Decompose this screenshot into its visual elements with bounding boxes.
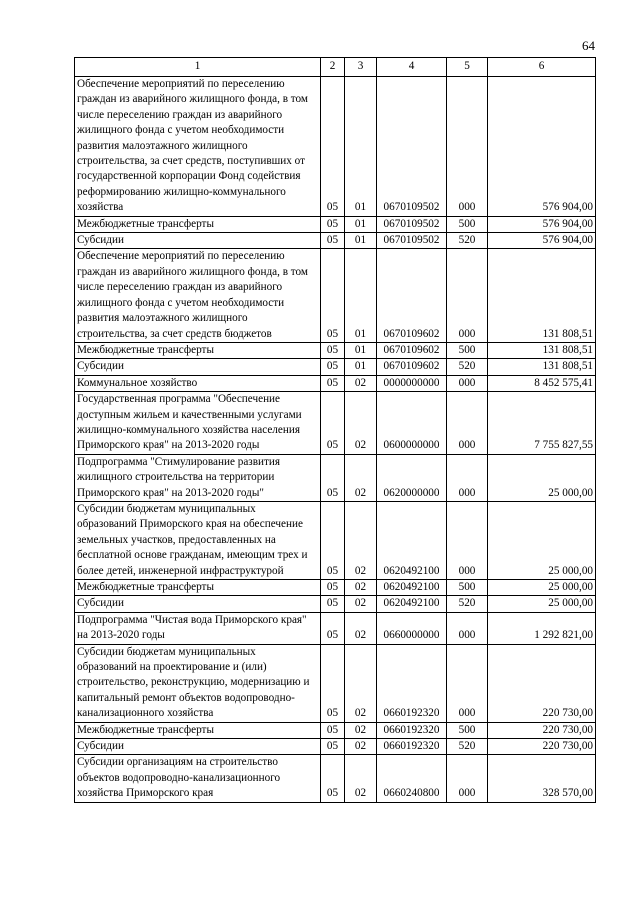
row-code: 0660192320 <box>377 739 447 755</box>
table-row <box>75 612 596 644</box>
row-section: 05 <box>321 77 345 217</box>
table-row <box>75 392 596 455</box>
row-section: 05 <box>321 359 345 375</box>
row-amount: 220 730,00 <box>488 644 596 722</box>
row-subsection: 01 <box>345 233 377 249</box>
row-code: 0620492100 <box>377 501 447 579</box>
row-subsection: 02 <box>345 454 377 501</box>
row-type: 000 <box>447 392 488 455</box>
header-col-4: 4 <box>377 58 447 77</box>
row-type: 520 <box>447 596 488 612</box>
row-section: 05 <box>321 375 345 391</box>
row-section: 05 <box>321 501 345 579</box>
header-col-1: 1 <box>75 58 321 77</box>
row-section: 05 <box>321 454 345 501</box>
row-amount: 131 808,51 <box>488 249 596 342</box>
row-subsection: 02 <box>345 392 377 455</box>
row-type: 000 <box>447 644 488 722</box>
row-section: 05 <box>321 644 345 722</box>
row-amount: 8 452 575,41 <box>488 375 596 391</box>
row-section: 05 <box>321 392 345 455</box>
row-amount: 25 000,00 <box>488 596 596 612</box>
table-row <box>75 755 596 802</box>
row-type: 520 <box>447 359 488 375</box>
row-subsection: 02 <box>345 755 377 802</box>
row-code: 0660192320 <box>377 722 447 738</box>
row-code: 0670109602 <box>377 249 447 342</box>
row-name: Межбюджетные трансферты <box>75 580 321 596</box>
table-row <box>75 739 596 755</box>
row-amount: 328 570,00 <box>488 755 596 802</box>
row-subsection: 02 <box>345 596 377 612</box>
row-type: 000 <box>447 454 488 501</box>
row-type: 000 <box>447 755 488 802</box>
row-code: 0670109602 <box>377 342 447 358</box>
row-code: 0620000000 <box>377 454 447 501</box>
row-amount: 25 000,00 <box>488 501 596 579</box>
header-col-5: 5 <box>447 58 488 77</box>
row-subsection: 01 <box>345 216 377 232</box>
row-subsection: 01 <box>345 342 377 358</box>
row-amount: 7 755 827,55 <box>488 392 596 455</box>
table-row <box>75 342 596 358</box>
row-name: Обеспечение мероприятий по переселению граждан из аварийного жилищного фонда, в том числе переселению граждан из аварийного жилищного фонда с учетом необходимости развития малоэтажного жилищного строительства, за счет средств бюджетов <box>75 249 321 342</box>
table-row <box>75 375 596 391</box>
row-code: 0670109502 <box>377 77 447 217</box>
row-name: Межбюджетные трансферты <box>75 722 321 738</box>
row-type: 000 <box>447 501 488 579</box>
row-type: 500 <box>447 580 488 596</box>
row-name: Субсидии <box>75 359 321 375</box>
row-section: 05 <box>321 233 345 249</box>
row-code: 0660192320 <box>377 644 447 722</box>
row-name: Субсидии <box>75 596 321 612</box>
row-subsection: 02 <box>345 722 377 738</box>
row-code: 0660240800 <box>377 755 447 802</box>
table-row <box>75 501 596 579</box>
row-amount: 220 730,00 <box>488 739 596 755</box>
row-code: 0670109602 <box>377 359 447 375</box>
row-name: Межбюджетные трансферты <box>75 216 321 232</box>
row-section: 05 <box>321 722 345 738</box>
row-subsection: 01 <box>345 249 377 342</box>
row-section: 05 <box>321 596 345 612</box>
table-row <box>75 359 596 375</box>
row-amount: 25 000,00 <box>488 454 596 501</box>
row-subsection: 02 <box>345 612 377 644</box>
row-subsection: 02 <box>345 739 377 755</box>
table-row <box>75 249 596 342</box>
row-section: 05 <box>321 342 345 358</box>
table-row <box>75 722 596 738</box>
table-row <box>75 216 596 232</box>
row-name: Субсидии бюджетам муниципальных образований Приморского края на обеспечение земельных участков, предоставленных на бесплатной основе гражданам, имеющим трех и более детей, инженерной инфраструктурой <box>75 501 321 579</box>
row-name: Государственная программа "Обеспечение доступным жильем и качественными услугами жилищно-коммунального хозяйства населения Приморского края" на 2013-2020 годы <box>75 392 321 455</box>
row-amount: 576 904,00 <box>488 233 596 249</box>
row-code: 0620492100 <box>377 596 447 612</box>
row-amount: 576 904,00 <box>488 77 596 217</box>
table-row <box>75 77 596 217</box>
row-name: Обеспечение мероприятий по переселению граждан из аварийного жилищного фонда, в том числе переселению граждан из аварийного жилищного фонда с учетом необходимости развития малоэтажного жилищного строительства, за счет средств, поступивших от государственной корпорации Фонд содействия реформированию жилищно-коммунального хозяйства <box>75 77 321 217</box>
table-row <box>75 644 596 722</box>
page-number: 64 <box>582 38 595 53</box>
table-row <box>75 580 596 596</box>
row-code: 0670109502 <box>377 233 447 249</box>
row-subsection: 02 <box>345 580 377 596</box>
row-name: Межбюджетные трансферты <box>75 342 321 358</box>
row-section: 05 <box>321 755 345 802</box>
header-col-2: 2 <box>321 58 345 77</box>
row-name: Коммунальное хозяйство <box>75 375 321 391</box>
row-type: 000 <box>447 77 488 217</box>
row-amount: 131 808,51 <box>488 342 596 358</box>
row-subsection: 01 <box>345 359 377 375</box>
row-name: Подпрограмма "Стимулирование развития жилищного строительства на территории Приморского края" на 2013-2020 годы" <box>75 454 321 501</box>
row-name: Субсидии организациям на строительство объектов водопроводно-канализационного хозяйства Приморского края <box>75 755 321 802</box>
row-amount: 131 808,51 <box>488 359 596 375</box>
row-name: Подпрограмма "Чистая вода Приморского края" на 2013-2020 годы <box>75 612 321 644</box>
row-name: Субсидии <box>75 739 321 755</box>
row-amount: 220 730,00 <box>488 722 596 738</box>
row-amount: 1 292 821,00 <box>488 612 596 644</box>
row-code: 0600000000 <box>377 392 447 455</box>
row-subsection: 02 <box>345 644 377 722</box>
row-subsection: 02 <box>345 501 377 579</box>
row-section: 05 <box>321 216 345 232</box>
row-amount: 25 000,00 <box>488 580 596 596</box>
row-type: 000 <box>447 375 488 391</box>
row-subsection: 01 <box>345 77 377 217</box>
row-section: 05 <box>321 580 345 596</box>
row-type: 500 <box>447 342 488 358</box>
row-name: Субсидии бюджетам муниципальных образований на проектирование и (или) строительство, реконструкцию, модернизацию и капитальный ремонт объектов водопроводно-канализационного хозяйства <box>75 644 321 722</box>
table-row <box>75 454 596 501</box>
table-header-row <box>75 58 596 77</box>
row-name: Субсидии <box>75 233 321 249</box>
row-type: 520 <box>447 233 488 249</box>
row-code: 0670109502 <box>377 216 447 232</box>
header-col-3: 3 <box>345 58 377 77</box>
row-subsection: 02 <box>345 375 377 391</box>
table-row <box>75 233 596 249</box>
row-section: 05 <box>321 739 345 755</box>
row-amount: 576 904,00 <box>488 216 596 232</box>
row-code: 0660000000 <box>377 612 447 644</box>
row-code: 0620492100 <box>377 580 447 596</box>
row-type: 000 <box>447 249 488 342</box>
row-code: 0000000000 <box>377 375 447 391</box>
row-type: 500 <box>447 216 488 232</box>
row-type: 500 <box>447 722 488 738</box>
table-row <box>75 596 596 612</box>
row-section: 05 <box>321 249 345 342</box>
row-section: 05 <box>321 612 345 644</box>
row-type: 520 <box>447 739 488 755</box>
budget-table <box>74 57 596 803</box>
row-type: 000 <box>447 612 488 644</box>
header-col-6: 6 <box>488 58 596 77</box>
